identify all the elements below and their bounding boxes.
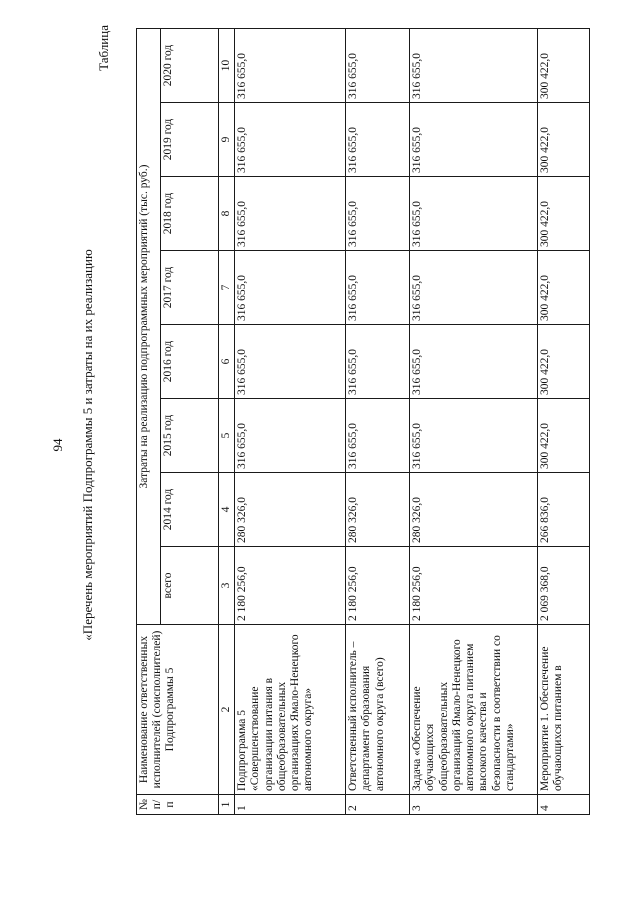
table-header xyxy=(137,29,235,815)
row-name: Ответственный исполнитель – департамент образования автономного округа (всего) xyxy=(346,625,410,795)
cell-2015: 316 655,0 xyxy=(235,399,346,473)
row-name: Подпрограмма 5 «Совершенствование организации питания в общеобразовательных организациях Ямало-Ненецкого автономного округа» xyxy=(235,625,346,795)
cell-2018: 316 655,0 xyxy=(410,177,538,251)
cell-2020: 316 655,0 xyxy=(235,29,346,103)
cell-2017: 316 655,0 xyxy=(346,251,410,325)
header-name: Наименование ответственных исполнителей (соисполнителей) Подпрограммы 5 xyxy=(137,625,219,795)
header-2015: 2015 год xyxy=(161,399,219,473)
header-2020: 2020 год xyxy=(161,29,219,103)
cell-2018: 300 422,0 xyxy=(538,177,590,251)
cell-2020: 300 422,0 xyxy=(538,29,590,103)
cell-2020: 316 655,0 xyxy=(410,29,538,103)
cell-2017: 316 655,0 xyxy=(410,251,538,325)
cell-2014: 280 326,0 xyxy=(410,473,538,547)
cell-2015: 316 655,0 xyxy=(346,399,410,473)
column-number: 7 xyxy=(219,251,235,325)
cell-2016: 300 422,0 xyxy=(538,325,590,399)
column-number: 6 xyxy=(219,325,235,399)
cell-total: 2 180 256,0 xyxy=(346,547,410,625)
column-number: 3 xyxy=(219,547,235,625)
cell-2020: 316 655,0 xyxy=(346,29,410,103)
column-number: 9 xyxy=(219,103,235,177)
column-number: 4 xyxy=(219,473,235,547)
cell-total: 2 180 256,0 xyxy=(410,547,538,625)
cell-2016: 316 655,0 xyxy=(410,325,538,399)
cell-2014: 266 836,0 xyxy=(538,473,590,547)
column-number: 10 xyxy=(219,29,235,103)
cell-2018: 316 655,0 xyxy=(235,177,346,251)
cell-2019: 316 655,0 xyxy=(346,103,410,177)
row-pp: 2 xyxy=(346,795,410,815)
header-costs-group: Затраты на реализацию подпрограммных мероприятий (тыс. руб.) xyxy=(137,29,161,625)
cell-2018: 316 655,0 xyxy=(346,177,410,251)
table-row xyxy=(538,29,590,815)
column-number: 1 xyxy=(219,795,235,815)
header-total: всего xyxy=(161,547,219,625)
column-number: 2 xyxy=(219,625,235,795)
row-pp: 3 xyxy=(410,795,538,815)
cell-total: 2 180 256,0 xyxy=(235,547,346,625)
row-pp: 4 xyxy=(538,795,590,815)
header-pp: № п/п xyxy=(137,795,219,815)
column-number: 5 xyxy=(219,399,235,473)
cell-2015: 300 422,0 xyxy=(538,399,590,473)
column-number: 8 xyxy=(219,177,235,251)
cell-2019: 316 655,0 xyxy=(235,103,346,177)
row-name: Задача «Обеспечение обучающихся общеобразовательных организаций Ямало-Ненецкого автономного округа питанием высокого качества и безопасности в соответствии со стандартами» xyxy=(410,625,538,795)
header-2017: 2017 год xyxy=(161,251,219,325)
table-row xyxy=(235,29,346,815)
row-name: Мероприятие 1. Обеспечение обучающихся питанием в xyxy=(538,625,590,795)
table-title: «Перечень мероприятий Подпрограммы 5 и затраты на их реализацию xyxy=(80,249,95,641)
column-number-row xyxy=(219,29,235,815)
table-row xyxy=(410,29,538,815)
cell-2019: 300 422,0 xyxy=(538,103,590,177)
page-number: 94 xyxy=(50,438,65,452)
header-2014: 2014 год xyxy=(161,473,219,547)
cell-2016: 316 655,0 xyxy=(235,325,346,399)
header-2019: 2019 год xyxy=(161,103,219,177)
cell-2014: 280 326,0 xyxy=(235,473,346,547)
table-row xyxy=(346,29,410,815)
costs-table xyxy=(136,28,590,815)
table-caption: Таблица xyxy=(96,25,111,71)
header-2018: 2018 год xyxy=(161,177,219,251)
cell-2016: 316 655,0 xyxy=(346,325,410,399)
row-pp: 1 xyxy=(235,795,346,815)
cell-2017: 300 422,0 xyxy=(538,251,590,325)
cell-total: 2 069 368,0 xyxy=(538,547,590,625)
cell-2015: 316 655,0 xyxy=(410,399,538,473)
cell-2017: 316 655,0 xyxy=(235,251,346,325)
cell-2019: 316 655,0 xyxy=(410,103,538,177)
header-2016: 2016 год xyxy=(161,325,219,399)
cell-2014: 280 326,0 xyxy=(346,473,410,547)
